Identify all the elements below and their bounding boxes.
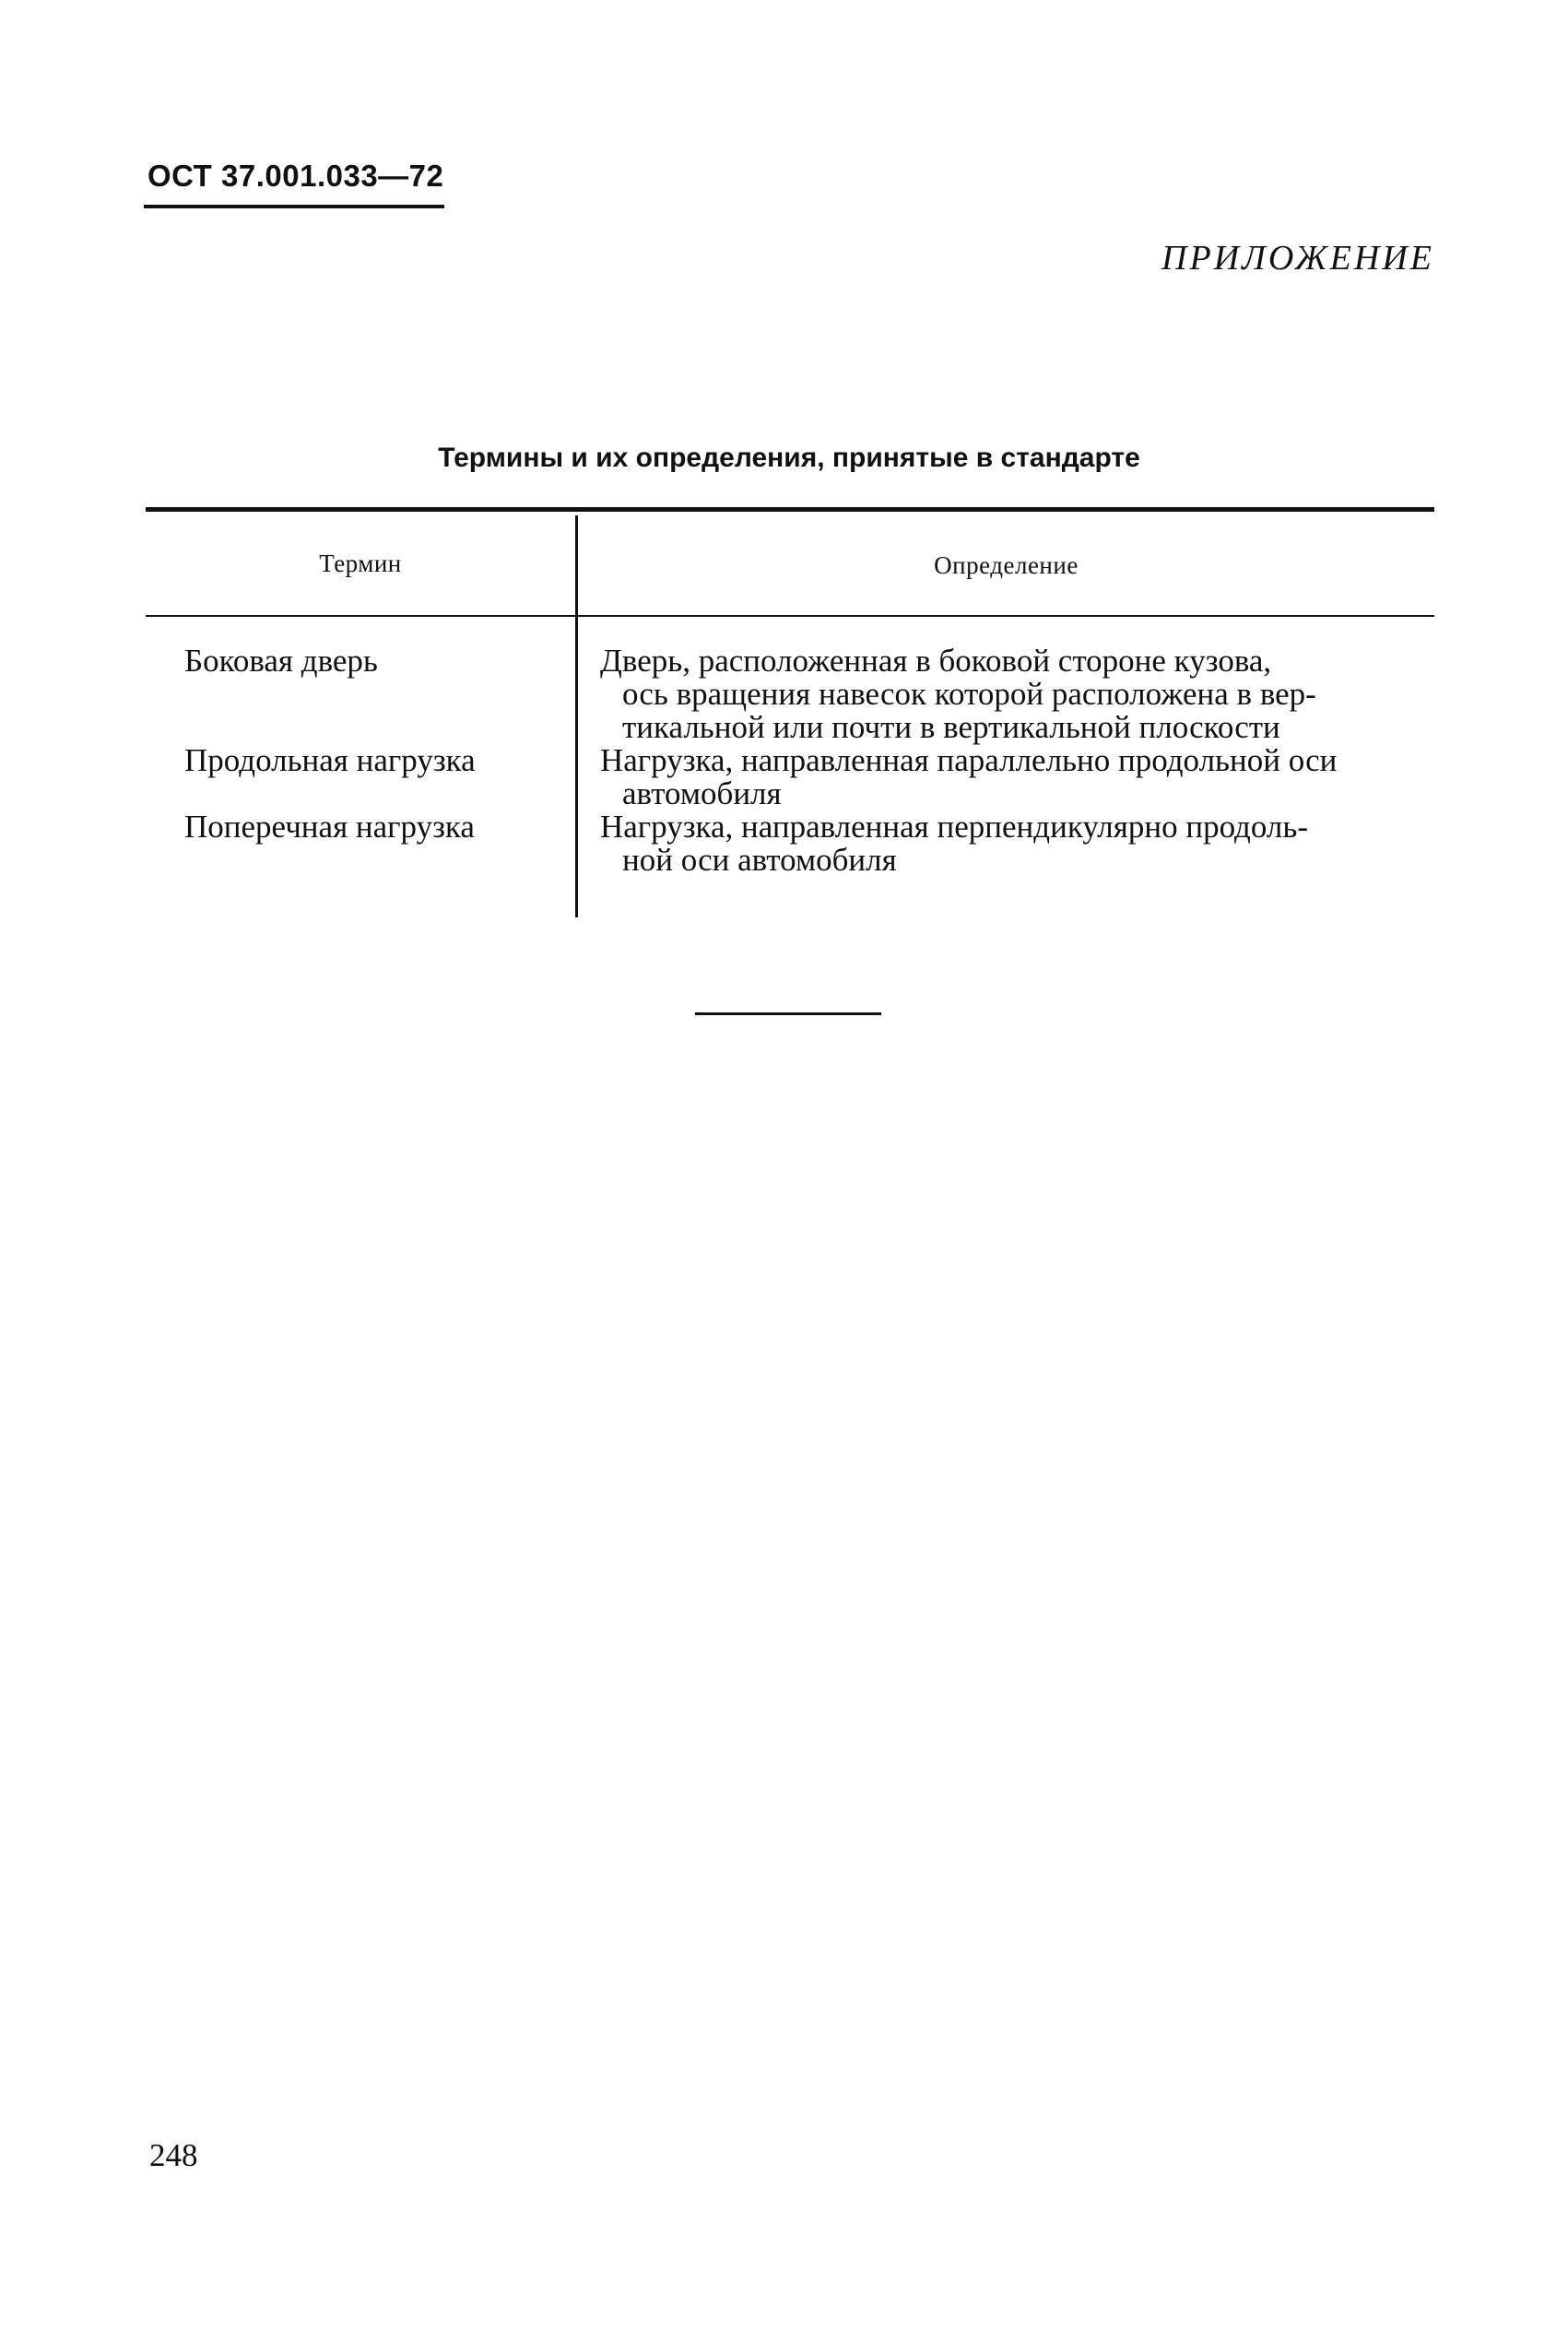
definition-cell bbox=[575, 617, 1434, 744]
terms-table bbox=[146, 507, 1434, 917]
definition-cell bbox=[575, 810, 1434, 917]
document-code-underline bbox=[144, 205, 444, 208]
definition-line: Дверь, расположенная в боковой стороне кузова, bbox=[600, 643, 1272, 679]
definition-line: Нагрузка, направленная перпендикулярно продоль- bbox=[600, 809, 1308, 845]
term-cell: Боковая дверь bbox=[184, 643, 378, 679]
page-number: 248 bbox=[149, 2137, 198, 2173]
table-row bbox=[146, 617, 1434, 744]
definition-line: ось вращения навесок которой расположена в вер- bbox=[622, 676, 1316, 712]
definition-line: Нагрузка, направленная параллельно продольной оси bbox=[600, 742, 1338, 778]
column-header-definition: Определение bbox=[575, 515, 1434, 615]
term-cell: Поперечная нагрузка bbox=[184, 809, 475, 845]
table-header-row bbox=[146, 512, 1434, 615]
table-row bbox=[146, 810, 1434, 917]
table-row bbox=[146, 744, 1434, 810]
definition-line: ной оси автомобиля bbox=[622, 842, 897, 878]
appendix-label: ПРИЛОЖЕНИЕ bbox=[1161, 239, 1434, 278]
document-code: ОСТ 37.001.033—72 bbox=[147, 159, 444, 193]
table-title: Термины и их определения, принятые в стандарте bbox=[438, 443, 1140, 473]
definition-line: тикальной или почти в вертикальной плоскости bbox=[622, 709, 1280, 745]
definition-cell bbox=[575, 744, 1434, 810]
column-header-term: Термин bbox=[319, 549, 402, 577]
end-of-section-rule bbox=[695, 1012, 881, 1015]
term-cell: Продольная нагрузка bbox=[184, 742, 476, 778]
table-body bbox=[146, 617, 1434, 917]
definition-line: автомобиля bbox=[622, 775, 782, 811]
